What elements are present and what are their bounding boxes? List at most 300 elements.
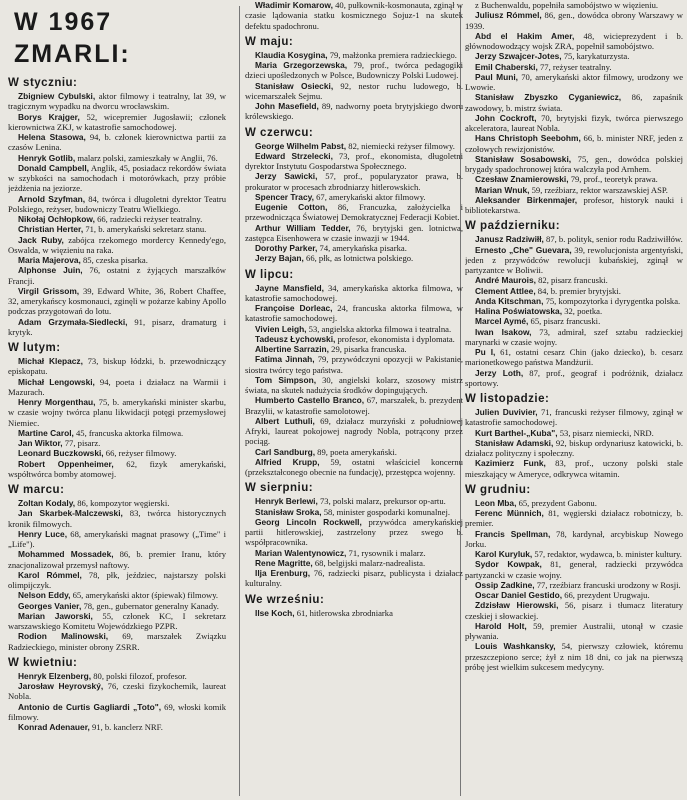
entry-name: Karol Rómmel, (18, 569, 82, 580)
month-header: W kwietniu: (8, 656, 78, 669)
entry-description: 69, marszałek Związku Radzieckiego, minister obrony ZSRR. (8, 631, 226, 652)
obituary-entry (465, 0, 683, 10)
entry-description: 59, premier Australii, utonął w czasie pływania. (465, 620, 683, 641)
obituary-entry (245, 334, 463, 344)
obituary-entry (8, 498, 226, 508)
entry-description: przywódca amerykańskiej partii hitlerowskiej, zastrzelony przez swego b. współpracownika. (245, 516, 463, 548)
obituary-entry (245, 60, 463, 81)
entry-description: 52, wicepremier Jugosławii; członek kierownictwa ZKJ, w katastrofie samochodowej. (8, 111, 226, 132)
entry-name: Ossip Zadkine, (475, 579, 535, 590)
obituary-entry (8, 448, 226, 458)
column-3 (465, 0, 683, 800)
entry-name: Donald Campbell, (18, 162, 89, 173)
obituary-entry (8, 235, 226, 256)
entry-name: Vivien Leigh, (255, 323, 307, 334)
obituary-entry (465, 296, 683, 306)
entry-description: 81, generał, radziecki przywódca partyzancki w czasie wojny. (465, 559, 683, 580)
entry-name: Marian Walentynowicz, (255, 547, 347, 558)
obituary-entry (245, 283, 463, 304)
entry-description: 76, czeski fizykochemik, laureat Nobla. (8, 681, 226, 702)
entry-name: Marian Jaworski, (18, 610, 93, 621)
entry-name: Abd el Hakim Amer, (475, 30, 575, 41)
entry-description: 71, b. amerykański sekretarz stanu. (83, 224, 207, 235)
entry-name: John Masefield, (255, 101, 319, 111)
entry-description: 69, działacz murzyński z południowej Afryki, laureat pokojowej nagrody Nobla, potrącony przez pociąg. (245, 415, 463, 447)
entry-name: Rodion Malinowski, (18, 631, 109, 642)
entry-name: Ferenc Münnich, (475, 508, 544, 518)
entry-name: Ernesto „Che" Guevara, (475, 244, 572, 255)
entry-name: Harold Holt, (475, 620, 527, 631)
entry-description: 29, pisarka francuska. (329, 344, 407, 354)
entry-name: Jack Ruby, (18, 234, 64, 245)
entry-description: 39, Edward White, 36, Robert Chaffee, 32, amerykańscy kosmonauci, zginęli w pożarze kabiny Apollo podczas przygotowań do lotu. (8, 285, 226, 317)
entry-description: 48, wicieprezydent i b. głównodowodzący wojsk ZRA, popełnił samobójstwo. (465, 30, 683, 51)
entry-name: Dorothy Parker, (255, 243, 318, 253)
entry-name: Tadeusz Łychowski, (255, 333, 336, 344)
month-header: W sierpniu: (245, 482, 314, 495)
obituary-entry (465, 508, 683, 529)
obituary-entry (8, 397, 226, 428)
entry-description: 82, niemiecki reżyser filmowy. (346, 140, 455, 151)
entry-name: Jarosław Heyrovský, (18, 681, 104, 691)
obituary-entry (8, 317, 226, 338)
entry-description: 67, amerykański aktor filmowy. (313, 191, 426, 202)
entry-description: 61, hitlerowska zbrodniarka (294, 607, 393, 618)
obituary-entry (465, 234, 683, 244)
entry-description: 76, brytyjski gen. lotnictwa, zastępca Eisenhowera w czasie inwazji w 1944. (245, 222, 463, 243)
entry-name: Henryk Elzenberg, (18, 670, 92, 681)
obituary-entry (245, 496, 463, 506)
entry-name: Georg Lincoln Rockwell, (255, 516, 362, 527)
obituary-entry (245, 517, 463, 548)
column-1 (8, 0, 226, 800)
entry-name: Mohammed Mossadek, (18, 549, 114, 560)
obituary-entry (245, 447, 463, 457)
entry-name: Juliusz Rómmel, (475, 10, 542, 21)
month-header: W maju: (245, 35, 294, 48)
entry-description: z Buchenwaldu, popełniła samobójstwo w więzieniu. (475, 0, 659, 10)
entry-name: Stanisław Osiecki, (255, 80, 334, 91)
obituary-entry (465, 51, 683, 61)
entry-name: Eugenie Cotton, (255, 202, 328, 212)
entry-description: 91, b. kanclerz NRF. (89, 722, 163, 732)
obituary-entry (245, 507, 463, 517)
entry-name: Zbigniew Cybulski, (18, 91, 96, 101)
entry-description: Anglik, 45, posiadacz rekordów świata w szybkości na samochodach i motorówkach, przy próbie jeżdżenia na jeziorze. (8, 162, 226, 194)
obituary-entry (8, 570, 226, 591)
entry-name: Rene Magritte, (255, 557, 313, 568)
entry-description: 79, prof., twórca pedagogiki dzieci upośledzonych w Polsce, Budowniczy Polski Ludowej. (245, 60, 463, 81)
entry-name: Robert Oppenheimer, (18, 458, 114, 469)
entry-description: 73, biskup łódzki, b. przewodniczący episkopatu. (8, 356, 226, 377)
obituary-entry (465, 275, 683, 285)
obituary-entry (465, 368, 683, 389)
entry-name: Leon Mba, (475, 497, 517, 508)
entry-name: Konrad Adenauer, (18, 722, 90, 732)
obituary-entry (465, 327, 683, 348)
obituary-entry (8, 163, 226, 194)
obituary-entry (245, 548, 463, 558)
entry-description: 54, pierwszy człowiek, któremu przeszczepiono serce; żył z nim 18 dni, co jak na pierwszą próbę jest wielkim sukcesem medycyny. (465, 641, 683, 672)
entry-name: Karol Kuryluk, (475, 549, 533, 559)
entry-name: Louis Washkansky, (475, 641, 556, 652)
entry-description: 91, pisarz, dramaturg i krytyk. (8, 316, 226, 337)
obituary-entry (465, 113, 683, 134)
obituary-entry (245, 101, 463, 122)
entry-description: 65, amerykański aktor (śpiewak) filmowy. (70, 590, 219, 601)
entry-description: 24, francuska aktorka filmowa, w katastrofie samochodowej. (245, 303, 463, 324)
entry-name: Czesław Znamierowski, (475, 174, 569, 185)
entry-description: 68, amerykański magnat prasowy („Time" i „Life"). (8, 528, 226, 549)
obituary-entry (245, 375, 463, 396)
obituary-entry (245, 0, 463, 31)
month-header: We wrześniu: (245, 593, 325, 606)
entry-name: Aleksander Birkenmajer, (475, 194, 578, 205)
entry-description: 94, poeta i działacz na Warmii i Mazurach. (8, 376, 226, 397)
obituary-entry (245, 253, 463, 263)
entry-description: 53, angielska aktorka filmowa i teatralna. (306, 323, 452, 334)
entry-description: 73, prof., ekonomista, długoletni dyrektor Instytutu Gospodarstwa Społecznego. (245, 150, 463, 171)
obituary-entry (465, 498, 683, 508)
obituary-entry (465, 195, 683, 216)
entry-name: Leonard Buczkowski, (18, 448, 104, 459)
obituary-entry (465, 428, 683, 438)
obituary-entry (245, 395, 463, 416)
entry-description: 53, pisarz niemiecki, NRD. (557, 427, 654, 438)
obituary-entry (245, 354, 463, 375)
entry-description: 76, ostatni z żyjących marszałków Francji. (8, 265, 226, 286)
entry-description: 66, b. minister NRF, jeden z czołowych rewizjonistów. (465, 133, 683, 154)
obituary-entry (465, 438, 683, 459)
entry-name: Kurt Barthel-„Kuba", (475, 427, 558, 438)
obituary-entry (465, 72, 683, 93)
obituary-entry (8, 671, 226, 681)
entry-description: 78, płk, jeździec, najstarszy polski olimpijczyk. (8, 569, 226, 590)
obituary-entry (8, 214, 226, 224)
page-title: W 1967 ZMARLI: (14, 8, 131, 68)
entry-name: Sydor Kowpak, (475, 559, 542, 570)
entry-description: 69, włoski komik filmowy. (8, 701, 226, 722)
obituary-entry (465, 92, 683, 113)
entry-name: Antonio de Curtis Gagliardi „Toto", (18, 701, 162, 712)
entry-description: 67, marszałek, b. prezydent Brazylii, w katastrofie samolotowej. (245, 395, 463, 416)
entry-name: Henry Morgenthau, (18, 397, 96, 407)
obituary-entry (245, 151, 463, 172)
entry-description: 78, kardynał, arcybiskup Nowego Jorku. (465, 528, 683, 549)
entry-name: Nelson Eddy, (18, 590, 71, 601)
entry-description: 82, pisarz francuski. (535, 275, 608, 286)
obituary-entry (465, 31, 683, 52)
obituary-entry (245, 171, 463, 192)
entry-description: 58, minister gospodarki komunalnej. (321, 506, 450, 517)
obituary-entry (245, 202, 463, 223)
obituary-entry (465, 10, 683, 31)
entry-name: Fatima Jinnah, (255, 354, 315, 365)
entry-description: 86, Francuzka, założycielka i przewodnicząca Światowej Demokratycznej Federacji Kobiet. (245, 202, 463, 223)
entry-description: 57, redaktor, wydawca, b. minister kultury. (532, 549, 682, 559)
entry-description: profesor, ekonomista i dyplomata. (335, 333, 455, 344)
entry-description: 66, prezydent Urugwaju. (562, 590, 650, 600)
month-header: W lutym: (8, 342, 61, 354)
obituary-entry (8, 438, 226, 448)
entry-description: 79, małżonka premiera radzieckiego. (327, 49, 457, 60)
month-header: W lipcu: (245, 268, 294, 281)
entry-name: Alfried Krupp, (255, 456, 320, 467)
entry-description: 78, gen., gubernator generalny Kanady. (81, 600, 219, 611)
obituary-entry (8, 265, 226, 286)
month-header: W grudniu: (465, 483, 531, 496)
entry-name: Jayne Mansfield, (255, 282, 324, 293)
entry-name: Stanisław Sosabowski, (475, 153, 572, 164)
obituary-entry (8, 224, 226, 234)
entry-name: Jerzy Bajan, (255, 253, 304, 264)
entry-name: Spencer Tracy, (255, 191, 314, 202)
entry-name: Françoise Dorleac, (255, 303, 333, 313)
obituary-entry (8, 428, 226, 438)
obituary-entry (465, 621, 683, 642)
obituary-entry (245, 81, 463, 102)
entry-name: Arthur William Tedder, (255, 222, 351, 233)
entry-name: Jerzy Sawicki, (255, 171, 318, 182)
entry-name: Georges Vanier, (18, 600, 82, 611)
obituary-entry (8, 194, 226, 215)
entry-name: Hans Christoph Seebohm, (475, 133, 581, 144)
entry-description: 74, amerykańska pisarka. (317, 243, 407, 253)
month-header: W czerwcu: (245, 126, 314, 139)
obituary-entry (8, 681, 226, 702)
entry-description: 32, poetka. (562, 306, 603, 316)
obituary-entry (465, 549, 683, 559)
entry-name: Jerzy Szwajcer-Jotes, (475, 51, 562, 62)
entry-name: Arnold Szyfman, (18, 193, 86, 204)
entry-name: Marian Wnuk, (475, 184, 530, 195)
obituary-entry (8, 549, 226, 570)
entry-description: 73, admirał, szef sztabu radzieckiej marynarki w czasie wojny. (465, 326, 683, 347)
obituary-entry (465, 62, 683, 72)
month-header: W styczniu: (8, 77, 78, 89)
obituary-entry (465, 306, 683, 316)
obituary-entry (465, 133, 683, 154)
entry-description: 92, nestor ruchu ludowego, b. wicemarszałek Sejmu. (245, 80, 463, 101)
entry-description: 83, twórca historycznych kronik filmowych. (8, 508, 226, 529)
entry-name: Borys Krajger, (18, 111, 80, 122)
entry-description: 77, pisarz. (62, 438, 101, 448)
entry-description: 84, twórca i długoletni dyrektor Teatru Polskiego, reżyser, budowniczy Teatru Wielkiego. (8, 193, 226, 214)
entry-description: 45, francuska aktorka filmowa. (73, 427, 184, 438)
entry-description: 30, angielski kolarz, szosowy mistrz świata, na skutek nadużycia środków dopingujących. (245, 374, 463, 395)
entry-description: 71, rysownik i malarz. (346, 547, 426, 558)
column-rule-left (239, 6, 240, 796)
entry-description: 80, polski filozof, profesor. (91, 670, 187, 681)
obituary-entry (245, 141, 463, 151)
obituary-entry (465, 286, 683, 296)
entry-description: 66, radziecki reżyser teatralny. (94, 214, 203, 224)
entry-description: 39, rewolucjonista argentyński, jeden z przywódców rewolucji kubańskiej, zginął w partyzantce w Boliwii. (465, 244, 683, 275)
entry-description: 79, prof., teoretyk prawa. (568, 174, 658, 185)
entry-description: 86, gen., dowódca obrony Warszawy w 1939. (465, 10, 683, 31)
entry-description: 84, b. premier brytyjski. (535, 285, 621, 296)
entry-description: 57, prof., popularyzator prawa, b. prokurator w procesach zbrodniarzy hitlerowskich. (245, 171, 463, 192)
entry-name: Marcel Aymé, (475, 316, 529, 327)
obituary-entry (245, 50, 463, 60)
obituary-entry (465, 347, 683, 368)
obituary-entry (8, 91, 226, 112)
entry-name: Humberto Castello Branco, (255, 395, 365, 406)
entry-description: 89, poeta amerykański. (315, 446, 397, 457)
entry-description: 86, b. premier Iranu, który znacjonalizował przemysł naftowy. (8, 549, 226, 570)
obituary-entry (465, 529, 683, 550)
month-header: W marcu: (8, 484, 65, 496)
obituary-entry (245, 223, 463, 244)
entry-description: 94, b. członek kierownictwa partii za czasów Lenina. (8, 132, 226, 153)
obituary-entry (8, 702, 226, 723)
entry-description: 75, b. amerykański minister skarbu, w czasie wojny twórca planu likwidacji potęgi przemysłowej Niemiec. (8, 397, 226, 428)
obituary-entry (8, 255, 226, 265)
entry-description: 61, ostatni cesarz Chin (jako dziecko), b. cesarz marionetkowego państwa Mandżurii. (465, 347, 683, 368)
entry-name: Ilse Koch, (255, 607, 295, 618)
entry-name: Henryk Berlewi, (255, 496, 318, 507)
entry-name: Albertine Sarrazin, (255, 344, 330, 354)
entry-name: Michał Lengowski, (18, 376, 95, 387)
entry-description: 65, pisarz francuski. (528, 316, 601, 327)
obituary-entry (8, 112, 226, 133)
entry-description: 66, płk, as lotnictwa polskiego. (303, 253, 414, 264)
entry-name: Stanisław Zbyszko Cyganiewicz, (475, 92, 622, 103)
entry-description: 81, węgierski działacz robotniczy, b. premier. (465, 508, 683, 529)
entry-description: 56, pisarz i tłumacz literatury czeskiej i słowackiej. (465, 600, 683, 621)
obituary-entry (245, 243, 463, 253)
obituary-entry (465, 590, 683, 600)
entry-description: 75, karykaturzysta. (561, 51, 630, 62)
entry-description: 71, francuski reżyser filmowy, zginął w katastrofie samochodowej. (465, 407, 683, 428)
month-header: W październiku: (465, 220, 561, 233)
obituary-entry (8, 377, 226, 398)
obituary-entry (465, 245, 683, 276)
obituary-entry (465, 174, 683, 184)
entry-description: zabójca rzekomego mordercy Kennedy'ego, Oswalda, w więzieniu na raka. (8, 234, 226, 255)
obituary-entry (8, 590, 226, 600)
column-2 (245, 0, 463, 800)
obituary-entry (465, 559, 683, 580)
obituary-entry (465, 407, 683, 428)
entry-name: Iwan Isakow, (475, 326, 532, 337)
entry-name: Pu I, (475, 347, 496, 357)
month-header: W listopadzie: (465, 393, 550, 405)
obituary-entry (8, 132, 226, 153)
entry-description: 75, kompozytorka i dyrygentka polska. (543, 295, 681, 306)
entry-description: 73, polski malarz, prekursor op-artu. (317, 496, 446, 507)
entry-name: Michał Klepacz, (18, 356, 83, 366)
obituary-entry (245, 568, 463, 589)
entry-description: 86, zapaśnik zawodowy, b. mistrz świata. (465, 92, 683, 113)
entry-name: Clement Attlee, (475, 285, 536, 296)
entry-description: 62, fizyk amerykański, współtwórca bomby atomowej. (8, 458, 226, 479)
obituary-entry (8, 459, 226, 480)
entry-name: Helena Stasowa, (18, 132, 86, 142)
entry-name: Maria Majerova, (18, 255, 81, 265)
entry-name: Emil Chaberski, (475, 61, 538, 72)
entry-name: Zdzisław Hierowski, (475, 600, 559, 611)
obituary-entry (465, 641, 683, 672)
entry-name: Edward Strzelecki, (255, 150, 333, 161)
entry-description: 87, b. polityk, senior rodu Radziwiłłów. (543, 234, 683, 245)
entry-name: Paul Muni, (475, 71, 518, 82)
entry-name: Carl Sandburg, (255, 446, 316, 457)
entry-name: Henryk Gotlib, (18, 152, 76, 163)
entry-name: Zoltan Kodaly, (18, 498, 76, 508)
entry-description: 77, rzeźbiarz francuski urodzony w Rosji. (534, 579, 681, 590)
obituary-entry (245, 558, 463, 568)
entry-description: 70, brytyjski fizyk, twórca pierwszego akceleratora, laureat Nobla. (465, 112, 683, 133)
entry-name: Christian Herter, (18, 224, 84, 235)
entry-description: 70, amerykański aktor filmowy, urodzony we Lwowie. (465, 71, 683, 92)
obituary-entry (8, 153, 226, 163)
entry-name: Ilja Erenburg, (255, 568, 311, 578)
entry-name: Alphonse Juin, (18, 265, 83, 276)
entry-description: 86, kompozytor węgierski. (75, 498, 170, 508)
entry-description: 75, gen., dowódca polskiej brygady spadochronowej która walczyła pod Arnhem. (465, 153, 683, 174)
entry-name: Jan Skarbek-Malczewski, (18, 508, 123, 519)
obituary-entry (465, 600, 683, 621)
entry-description: malarz polski, zamieszkały w Anglii, 76. (75, 152, 218, 163)
obituary-entry (245, 324, 463, 334)
entry-description: 92, biskup ordynariusz katowicki, b. działacz polityczny i społeczny. (465, 437, 683, 458)
entry-name: Stanisław Adamski, (475, 437, 554, 448)
obituary-entry (245, 608, 463, 618)
entry-name: Anda Kitschman, (475, 295, 544, 306)
entry-name: Nikołaj Ochłopkow, (18, 214, 95, 224)
obituary-entry (8, 611, 226, 632)
entry-name: George Wilhelm Pabst, (255, 140, 347, 151)
entry-name: Oscar Daniel Gestido, (475, 590, 563, 600)
entry-description: aktor filmowy i teatralny, lat 39, w tragicznym wypadku na dworcu wrocławskim. (8, 91, 226, 112)
obituary-entry (245, 192, 463, 202)
entry-description: 65, prezydent Gabonu. (516, 497, 597, 508)
obituary-entry (8, 631, 226, 652)
obituary-entry (465, 154, 683, 175)
entry-name: Władimir Komarow, (255, 0, 333, 10)
entry-description: 76, radziecki pisarz, publicysta i działacz kulturalny. (245, 568, 463, 589)
entry-name: Jan Wiktor, (18, 438, 63, 448)
obituary-entry (8, 286, 226, 317)
obituary-entry (245, 457, 463, 478)
entry-description: 59, ostatni właściciel koncernu (przekształconego obecnie na fundację), przestępca wojenny. (245, 456, 463, 477)
entry-description: 85, czeska pisarka. (80, 255, 148, 265)
entry-name: Martine Carol, (18, 427, 74, 438)
obituary-entry (465, 458, 683, 479)
entry-name: André Maurois, (475, 275, 536, 286)
entry-description: 66, reżyser filmowy. (103, 448, 177, 459)
entry-description: 34, amerykańska aktorka filmowa, w katastrofie samochodowej. (245, 282, 463, 303)
obituary-entry (8, 722, 226, 732)
obituary-entry (8, 508, 226, 529)
entry-name: Stanisław Sroka, (255, 506, 322, 517)
entry-description: 87, prof., geograf i podróżnik, działacz sportowy. (465, 367, 683, 388)
entry-name: Albert Luthuli, (255, 415, 315, 426)
obituary-entry (245, 303, 463, 324)
entry-name: Virgil Grissom, (18, 285, 80, 296)
obituary-entry (8, 601, 226, 611)
entry-name: Kazimierz Funk, (475, 458, 546, 469)
entry-name: Klaudia Kosygina, (255, 49, 328, 60)
entry-name: Henry Luce, (18, 528, 68, 539)
obituary-entry (245, 344, 463, 354)
obituary-entry (465, 316, 683, 326)
obituary-entry (8, 529, 226, 550)
entry-description: 55, członek KC, I sekretarz warszawskiego Komitetu Wojewódzkiego PZPR. (8, 610, 226, 631)
entry-name: Maria Grzegorzewska, (255, 60, 348, 70)
entry-name: Jerzy Loth, (475, 367, 524, 378)
